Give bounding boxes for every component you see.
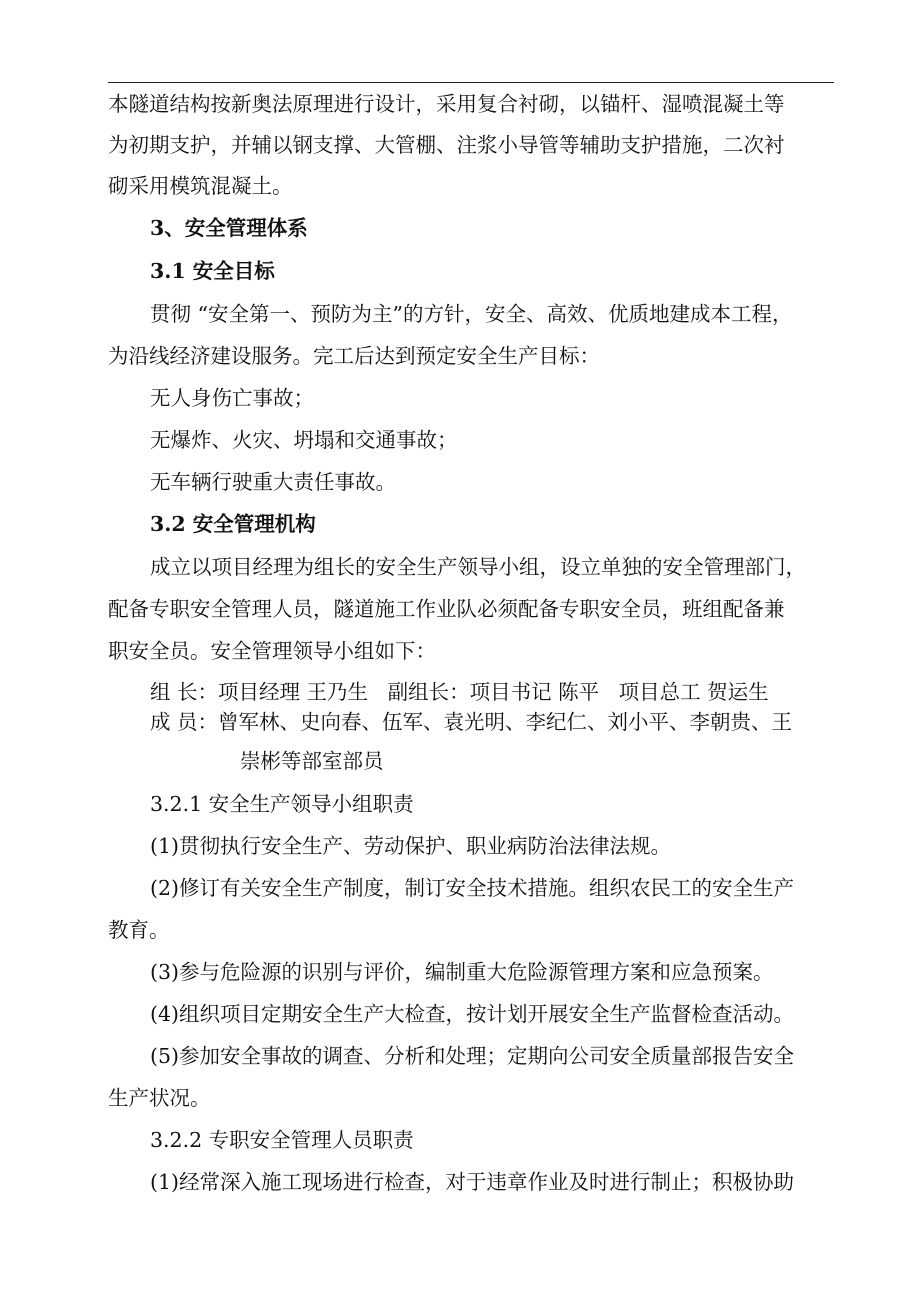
intro-line-3: 砌采用模筑混凝土。 (108, 174, 293, 198)
org-paragraph-line-1: 成立以项目经理为组长的安全生产领导小组，设立单独的安全管理部门， (150, 555, 806, 579)
heading-3-2: 3.2 安全管理机构 (150, 512, 316, 536)
heading-3: 3、安全管理体系 (150, 216, 308, 240)
header-rule (108, 82, 834, 83)
intro-line-2: 为初期支护，并辅以钢支撑、大管棚、注浆小导管等辅助支护措施，二次衬 (108, 133, 785, 157)
heading-3-2-1: 3.2.1 安全生产领导小组职责 (150, 792, 414, 816)
goal-item-1: 无人身伤亡事故； (150, 386, 314, 410)
org-paragraph-line-3: 职安全员。安全管理领导小组如下： (108, 639, 436, 663)
members-line-1: 成 员：曾军林、史向春、伍军、袁光明、李纪仁、刘小平、李朝贵、王 (150, 710, 793, 734)
goal-paragraph-line-2: 为沿线经济建设服务。完工后达到预定安全生产目标： (108, 344, 600, 368)
intro-line-1: 本隧道结构按新奥法原理进行设计，采用复合衬砌，以锚杆、湿喷混凝土等 (108, 92, 785, 116)
goal-item-2: 无爆炸、火灾、坍塌和交通事故； (150, 428, 458, 452)
duty-item-3: (3)参与危险源的识别与评价，编制重大危险源管理方案和应急预案。 (150, 960, 774, 984)
heading-3-1: 3.1 安全目标 (150, 259, 275, 283)
duty-item-4: (4)组织项目定期安全生产大检查，按计划开展安全生产监督检查活动。 (150, 1002, 795, 1026)
members-line-2: 崇彬等部室部员 (240, 749, 384, 773)
org-paragraph-line-2: 配备专职安全管理人员，隧道施工作业队必须配备专职安全员，班组配备兼 (108, 597, 785, 621)
duty-item-1: (1)贯彻执行安全生产、劳动保护、职业病防治法律法规。 (150, 834, 672, 858)
duty-item-2-line-2: 教育。 (108, 918, 170, 942)
duty-item-5-line-1: (5)参加安全事故的调查、分析和处理；定期向公司安全质量部报告安全 (150, 1044, 795, 1068)
safety-officer-duty-1: (1)经常深入施工现场进行检查，对于违章作业及时进行制止；积极协助 (150, 1170, 795, 1194)
leaders-line: 组 长：项目经理 王乃生 副组长：项目书记 陈平 项目总工 贺运生 (150, 680, 769, 704)
heading-3-2-2: 3.2.2 专职安全管理人员职责 (150, 1128, 414, 1152)
duty-item-5-line-2: 生产状况。 (108, 1086, 211, 1110)
goal-item-3: 无车辆行驶重大责任事故。 (150, 470, 396, 494)
goal-paragraph-line-1: 贯彻 “安全第一、预防为主”的方针，安全、高效、优质地建成本工程， (150, 302, 793, 326)
duty-item-2-line-1: (2)修订有关安全生产制度，制订安全技术措施。组织农民工的安全生产 (150, 876, 795, 900)
